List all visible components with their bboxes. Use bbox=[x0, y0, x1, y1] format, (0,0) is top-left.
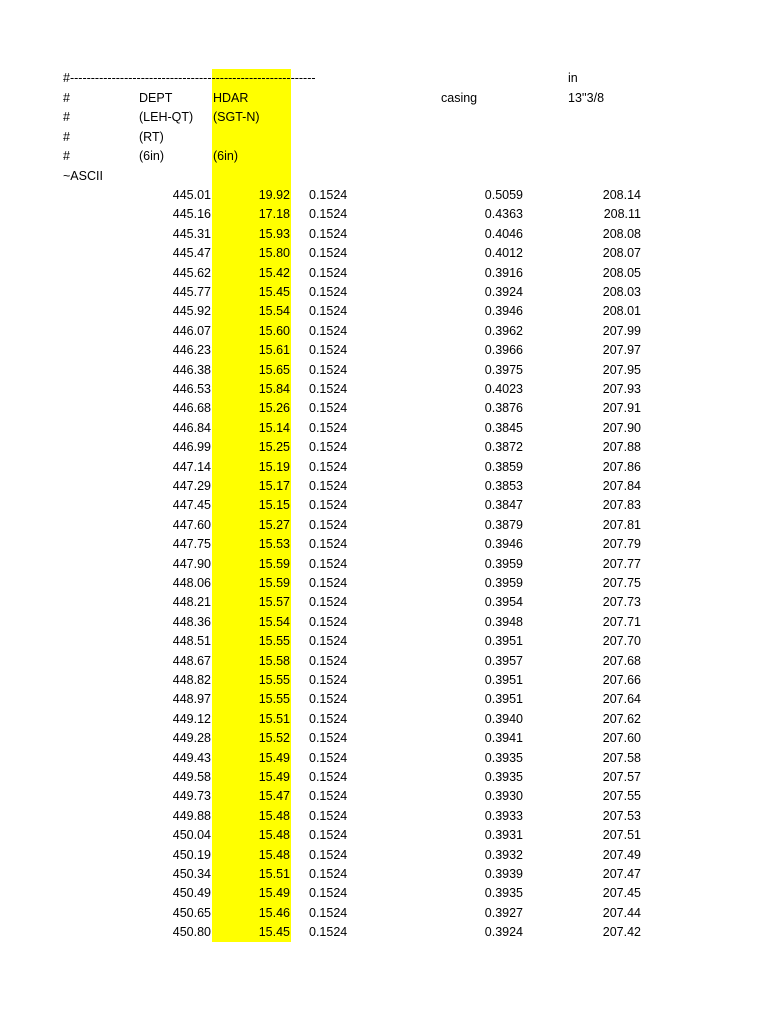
cell-hdar: 15.65 bbox=[258, 362, 290, 377]
header-divider: #----------------------------------------------------------- bbox=[63, 71, 316, 85]
table-row bbox=[0, 555, 768, 574]
table-row bbox=[0, 322, 768, 341]
cell-value: 207.64 bbox=[602, 692, 641, 707]
cell-step: 0.1524 bbox=[309, 886, 348, 901]
cell-step: 0.1524 bbox=[309, 673, 348, 687]
header-hdar: HDAR bbox=[213, 90, 249, 105]
cell-dept: 445.92 bbox=[172, 304, 211, 319]
table-row bbox=[0, 283, 768, 302]
table-row bbox=[0, 516, 768, 535]
table-row bbox=[0, 749, 768, 768]
cell-value: 207.70 bbox=[602, 634, 641, 649]
cell-casing: 0.4363 bbox=[484, 207, 523, 222]
cell-dept: 447.75 bbox=[172, 537, 211, 552]
table-row bbox=[0, 729, 768, 748]
cell-hdar: 15.19 bbox=[258, 459, 290, 474]
cell-dept: 446.53 bbox=[172, 382, 211, 396]
cell-value: 207.53 bbox=[602, 808, 641, 823]
table-row bbox=[0, 593, 768, 612]
cell-casing: 0.4023 bbox=[484, 382, 523, 396]
cell-step: 0.1524 bbox=[309, 265, 348, 280]
cell-casing: 0.3932 bbox=[484, 847, 523, 862]
table-row bbox=[0, 264, 768, 283]
cell-casing: 0.3959 bbox=[484, 576, 523, 590]
table-row bbox=[0, 205, 768, 224]
cell-hdar: 15.53 bbox=[258, 537, 290, 552]
table-row bbox=[0, 865, 768, 884]
cell-casing: 0.3930 bbox=[484, 789, 523, 804]
cell-value: 207.93 bbox=[602, 382, 641, 396]
cell-value: 207.58 bbox=[602, 750, 641, 765]
header-dept-ref: (RT) bbox=[139, 129, 164, 144]
cell-hdar: 15.17 bbox=[258, 479, 290, 493]
table-row bbox=[0, 380, 768, 399]
table-row bbox=[0, 496, 768, 515]
cell-value: 207.57 bbox=[602, 770, 641, 784]
table-row bbox=[0, 438, 768, 457]
cell-hdar: 15.54 bbox=[258, 614, 290, 629]
cell-dept: 448.51 bbox=[172, 634, 211, 649]
cell-hdar: 15.46 bbox=[258, 905, 290, 920]
cell-dept: 445.31 bbox=[172, 226, 211, 241]
cell-casing: 0.3935 bbox=[484, 750, 523, 765]
table-row bbox=[0, 574, 768, 593]
cell-casing: 0.3931 bbox=[484, 828, 523, 843]
cell-casing: 0.3975 bbox=[484, 362, 523, 377]
cell-step: 0.1524 bbox=[309, 711, 348, 726]
cell-value: 207.45 bbox=[602, 886, 641, 901]
table-row bbox=[0, 884, 768, 903]
cell-value: 207.86 bbox=[602, 459, 641, 474]
cell-value: 207.71 bbox=[602, 614, 641, 629]
cell-value: 207.47 bbox=[602, 867, 641, 881]
cell-dept: 447.29 bbox=[172, 479, 211, 493]
cell-hdar: 15.60 bbox=[258, 323, 290, 338]
header-hdar-tool: (SGT-N) bbox=[213, 110, 260, 124]
cell-dept: 446.84 bbox=[172, 420, 211, 435]
header-row-4 bbox=[0, 128, 768, 147]
table-row bbox=[0, 846, 768, 865]
cell-dept: 445.47 bbox=[172, 246, 211, 261]
cell-dept: 446.38 bbox=[172, 362, 211, 377]
cell-hdar: 15.51 bbox=[258, 711, 290, 726]
table-row bbox=[0, 768, 768, 787]
header-row-6 bbox=[0, 167, 768, 186]
cell-value: 207.42 bbox=[602, 925, 641, 940]
cell-hdar: 15.57 bbox=[258, 595, 290, 610]
header-dept: DEPT bbox=[139, 90, 173, 105]
cell-hdar: 15.52 bbox=[258, 731, 290, 746]
table-row bbox=[0, 341, 768, 360]
cell-value: 207.99 bbox=[602, 323, 641, 338]
cell-hdar: 15.45 bbox=[258, 925, 290, 940]
table-row bbox=[0, 613, 768, 632]
cell-step: 0.1524 bbox=[309, 692, 348, 707]
cell-step: 0.1524 bbox=[309, 925, 348, 940]
cell-value: 207.66 bbox=[602, 673, 641, 687]
cell-value: 208.03 bbox=[602, 285, 641, 299]
cell-casing: 0.3959 bbox=[484, 556, 523, 571]
cell-dept: 449.88 bbox=[172, 808, 211, 823]
header-row-1 bbox=[0, 69, 768, 88]
cell-value: 207.83 bbox=[602, 498, 641, 513]
cell-casing: 0.3933 bbox=[484, 808, 523, 823]
cell-value: 207.95 bbox=[602, 362, 641, 377]
header-dept-unit: (6in) bbox=[139, 149, 165, 163]
cell-step: 0.1524 bbox=[309, 517, 348, 532]
cell-casing: 0.3935 bbox=[484, 770, 523, 784]
cell-dept: 450.19 bbox=[172, 847, 211, 862]
cell-step: 0.1524 bbox=[309, 498, 348, 513]
table-row bbox=[0, 807, 768, 826]
cell-dept: 448.67 bbox=[172, 653, 211, 668]
cell-casing: 0.3954 bbox=[484, 595, 523, 610]
cell-dept: 449.58 bbox=[172, 770, 211, 784]
cell-value: 208.14 bbox=[602, 188, 641, 202]
cell-dept: 450.65 bbox=[172, 905, 211, 920]
header-hash: # bbox=[63, 129, 70, 144]
cell-hdar: 15.80 bbox=[258, 246, 290, 261]
header-ascii: ~ASCII bbox=[63, 168, 103, 183]
cell-hdar: 15.84 bbox=[258, 382, 290, 396]
cell-casing: 0.3924 bbox=[484, 285, 523, 299]
cell-step: 0.1524 bbox=[309, 653, 348, 668]
header-row-2 bbox=[0, 89, 768, 108]
cell-hdar: 15.59 bbox=[258, 576, 290, 590]
cell-dept: 450.04 bbox=[172, 828, 211, 843]
table-row bbox=[0, 535, 768, 554]
cell-casing: 0.3924 bbox=[484, 925, 523, 940]
cell-step: 0.1524 bbox=[309, 556, 348, 571]
cell-step: 0.1524 bbox=[309, 847, 348, 862]
table-row bbox=[0, 225, 768, 244]
cell-step: 0.1524 bbox=[309, 323, 348, 338]
cell-value: 207.73 bbox=[602, 595, 641, 610]
cell-step: 0.1524 bbox=[309, 362, 348, 377]
cell-dept: 446.99 bbox=[172, 440, 211, 455]
header-casing-size: 13''3/8 bbox=[568, 90, 605, 105]
table-row bbox=[0, 671, 768, 690]
cell-value: 208.07 bbox=[602, 246, 641, 261]
cell-step: 0.1524 bbox=[309, 828, 348, 843]
header-row-3 bbox=[0, 108, 768, 127]
cell-dept: 445.16 bbox=[172, 207, 211, 222]
cell-dept: 447.45 bbox=[172, 498, 211, 513]
cell-step: 0.1524 bbox=[309, 634, 348, 649]
cell-hdar: 15.15 bbox=[258, 498, 290, 513]
cell-casing: 0.3845 bbox=[484, 420, 523, 435]
cell-value: 207.79 bbox=[602, 537, 641, 552]
cell-dept: 449.28 bbox=[172, 731, 211, 746]
cell-step: 0.1524 bbox=[309, 479, 348, 493]
cell-hdar: 15.54 bbox=[258, 304, 290, 319]
cell-casing: 0.3948 bbox=[484, 614, 523, 629]
cell-dept: 450.80 bbox=[172, 925, 211, 940]
cell-hdar: 15.51 bbox=[258, 867, 290, 881]
cell-dept: 449.43 bbox=[172, 750, 211, 765]
cell-value: 208.01 bbox=[602, 304, 641, 319]
cell-step: 0.1524 bbox=[309, 285, 348, 299]
table-row bbox=[0, 361, 768, 380]
cell-dept: 446.07 bbox=[172, 323, 211, 338]
cell-step: 0.1524 bbox=[309, 459, 348, 474]
table-row bbox=[0, 826, 768, 845]
header-row-5 bbox=[0, 147, 768, 166]
table-row bbox=[0, 302, 768, 321]
cell-dept: 450.34 bbox=[172, 867, 211, 881]
cell-step: 0.1524 bbox=[309, 808, 348, 823]
table-row bbox=[0, 419, 768, 438]
header-casing: casing bbox=[441, 90, 478, 105]
cell-hdar: 15.48 bbox=[258, 847, 290, 862]
cell-dept: 448.21 bbox=[172, 595, 211, 610]
cell-step: 0.1524 bbox=[309, 382, 348, 396]
cell-casing: 0.3940 bbox=[484, 711, 523, 726]
cell-hdar: 17.18 bbox=[258, 207, 290, 222]
cell-hdar: 15.48 bbox=[258, 828, 290, 843]
cell-casing: 0.3957 bbox=[484, 653, 523, 668]
cell-casing: 0.3941 bbox=[484, 731, 523, 746]
cell-hdar: 15.55 bbox=[258, 673, 290, 687]
cell-step: 0.1524 bbox=[309, 207, 348, 222]
cell-step: 0.1524 bbox=[309, 614, 348, 629]
cell-hdar: 15.47 bbox=[258, 789, 290, 804]
cell-value: 207.68 bbox=[602, 653, 641, 668]
cell-casing: 0.3927 bbox=[484, 905, 523, 920]
table-row bbox=[0, 458, 768, 477]
cell-hdar: 15.49 bbox=[258, 750, 290, 765]
cell-value: 208.05 bbox=[602, 265, 641, 280]
header-hdar-unit: (6in) bbox=[213, 149, 239, 163]
cell-step: 0.1524 bbox=[309, 343, 348, 358]
cell-value: 207.90 bbox=[602, 420, 641, 435]
cell-value: 207.51 bbox=[602, 828, 641, 843]
cell-dept: 445.77 bbox=[172, 285, 211, 299]
cell-casing: 0.3951 bbox=[484, 634, 523, 649]
table-row bbox=[0, 632, 768, 651]
cell-dept: 446.23 bbox=[172, 343, 211, 358]
cell-dept: 448.06 bbox=[172, 576, 211, 590]
cell-dept: 449.73 bbox=[172, 789, 211, 804]
cell-hdar: 15.59 bbox=[258, 556, 290, 571]
header-hash: # bbox=[63, 149, 70, 163]
cell-hdar: 15.14 bbox=[258, 420, 290, 435]
cell-casing: 0.3962 bbox=[484, 323, 523, 338]
cell-value: 207.81 bbox=[602, 517, 641, 532]
cell-casing: 0.3946 bbox=[484, 304, 523, 319]
cell-value: 207.55 bbox=[602, 789, 641, 804]
table-row bbox=[0, 186, 768, 205]
cell-step: 0.1524 bbox=[309, 789, 348, 804]
cell-hdar: 15.42 bbox=[258, 265, 290, 280]
cell-value: 208.08 bbox=[602, 226, 641, 241]
cell-casing: 0.3951 bbox=[484, 673, 523, 687]
cell-value: 207.84 bbox=[602, 479, 641, 493]
cell-value: 207.91 bbox=[602, 401, 641, 416]
cell-step: 0.1524 bbox=[309, 188, 348, 202]
cell-casing: 0.3939 bbox=[484, 867, 523, 881]
cell-hdar: 15.25 bbox=[258, 440, 290, 455]
cell-value: 207.97 bbox=[602, 343, 641, 358]
cell-casing: 0.3916 bbox=[484, 265, 523, 280]
cell-hdar: 15.49 bbox=[258, 886, 290, 901]
cell-casing: 0.3951 bbox=[484, 692, 523, 707]
cell-hdar: 15.58 bbox=[258, 653, 290, 668]
cell-dept: 447.60 bbox=[172, 517, 211, 532]
cell-dept: 449.12 bbox=[172, 711, 211, 726]
cell-step: 0.1524 bbox=[309, 226, 348, 241]
cell-hdar: 15.26 bbox=[258, 401, 290, 416]
cell-value: 208.11 bbox=[603, 207, 641, 222]
cell-step: 0.1524 bbox=[309, 420, 348, 435]
cell-casing: 0.3847 bbox=[484, 498, 523, 513]
cell-value: 207.49 bbox=[602, 847, 641, 862]
table-row bbox=[0, 787, 768, 806]
cell-step: 0.1524 bbox=[309, 246, 348, 261]
cell-step: 0.1524 bbox=[309, 440, 348, 455]
cell-step: 0.1524 bbox=[309, 770, 348, 784]
cell-value: 207.77 bbox=[602, 556, 641, 571]
cell-dept: 450.49 bbox=[172, 886, 211, 901]
cell-value: 207.60 bbox=[602, 731, 641, 746]
cell-dept: 448.36 bbox=[172, 614, 211, 629]
cell-hdar: 15.27 bbox=[258, 517, 290, 532]
cell-casing: 0.3935 bbox=[484, 886, 523, 901]
cell-hdar: 19.92 bbox=[258, 188, 290, 202]
cell-step: 0.1524 bbox=[309, 731, 348, 746]
cell-casing: 0.5059 bbox=[484, 188, 523, 202]
cell-casing: 0.3876 bbox=[484, 401, 523, 416]
cell-hdar: 15.49 bbox=[258, 770, 290, 784]
cell-dept: 445.62 bbox=[172, 265, 211, 280]
cell-value: 207.44 bbox=[602, 905, 641, 920]
cell-step: 0.1524 bbox=[309, 867, 348, 881]
cell-hdar: 15.93 bbox=[258, 226, 290, 241]
cell-step: 0.1524 bbox=[309, 304, 348, 319]
header-hash: # bbox=[63, 110, 70, 124]
cell-hdar: 15.45 bbox=[258, 285, 290, 299]
cell-casing: 0.3872 bbox=[484, 440, 523, 455]
cell-dept: 446.68 bbox=[172, 401, 211, 416]
header-hash: # bbox=[63, 90, 70, 105]
header-dept-tool: (LEH-QT) bbox=[139, 110, 194, 124]
cell-step: 0.1524 bbox=[309, 595, 348, 610]
table-row bbox=[0, 477, 768, 496]
cell-casing: 0.3879 bbox=[484, 517, 523, 532]
cell-value: 207.75 bbox=[602, 576, 641, 590]
header-unit-in: in bbox=[568, 71, 578, 85]
cell-casing: 0.3853 bbox=[484, 479, 523, 493]
cell-dept: 447.90 bbox=[172, 556, 211, 571]
table-row bbox=[0, 904, 768, 923]
cell-step: 0.1524 bbox=[309, 905, 348, 920]
cell-step: 0.1524 bbox=[309, 401, 348, 416]
cell-dept: 447.14 bbox=[172, 459, 211, 474]
cell-step: 0.1524 bbox=[309, 750, 348, 765]
table-row bbox=[0, 399, 768, 418]
cell-hdar: 15.48 bbox=[258, 808, 290, 823]
table-row bbox=[0, 923, 768, 942]
cell-value: 207.62 bbox=[602, 711, 641, 726]
cell-casing: 0.3859 bbox=[484, 459, 523, 474]
cell-hdar: 15.55 bbox=[258, 692, 290, 707]
table-row bbox=[0, 652, 768, 671]
table-row bbox=[0, 710, 768, 729]
cell-dept: 448.82 bbox=[172, 673, 211, 687]
table-row bbox=[0, 244, 768, 263]
cell-hdar: 15.55 bbox=[258, 634, 290, 649]
cell-dept: 448.97 bbox=[172, 692, 211, 707]
cell-step: 0.1524 bbox=[309, 576, 348, 590]
table-row bbox=[0, 690, 768, 709]
cell-casing: 0.3966 bbox=[484, 343, 523, 358]
cell-casing: 0.4012 bbox=[484, 246, 523, 261]
cell-casing: 0.4046 bbox=[484, 226, 523, 241]
cell-step: 0.1524 bbox=[309, 537, 348, 552]
cell-hdar: 15.61 bbox=[258, 343, 290, 358]
cell-dept: 445.01 bbox=[172, 188, 211, 202]
cell-value: 207.88 bbox=[602, 440, 641, 455]
cell-casing: 0.3946 bbox=[484, 537, 523, 552]
